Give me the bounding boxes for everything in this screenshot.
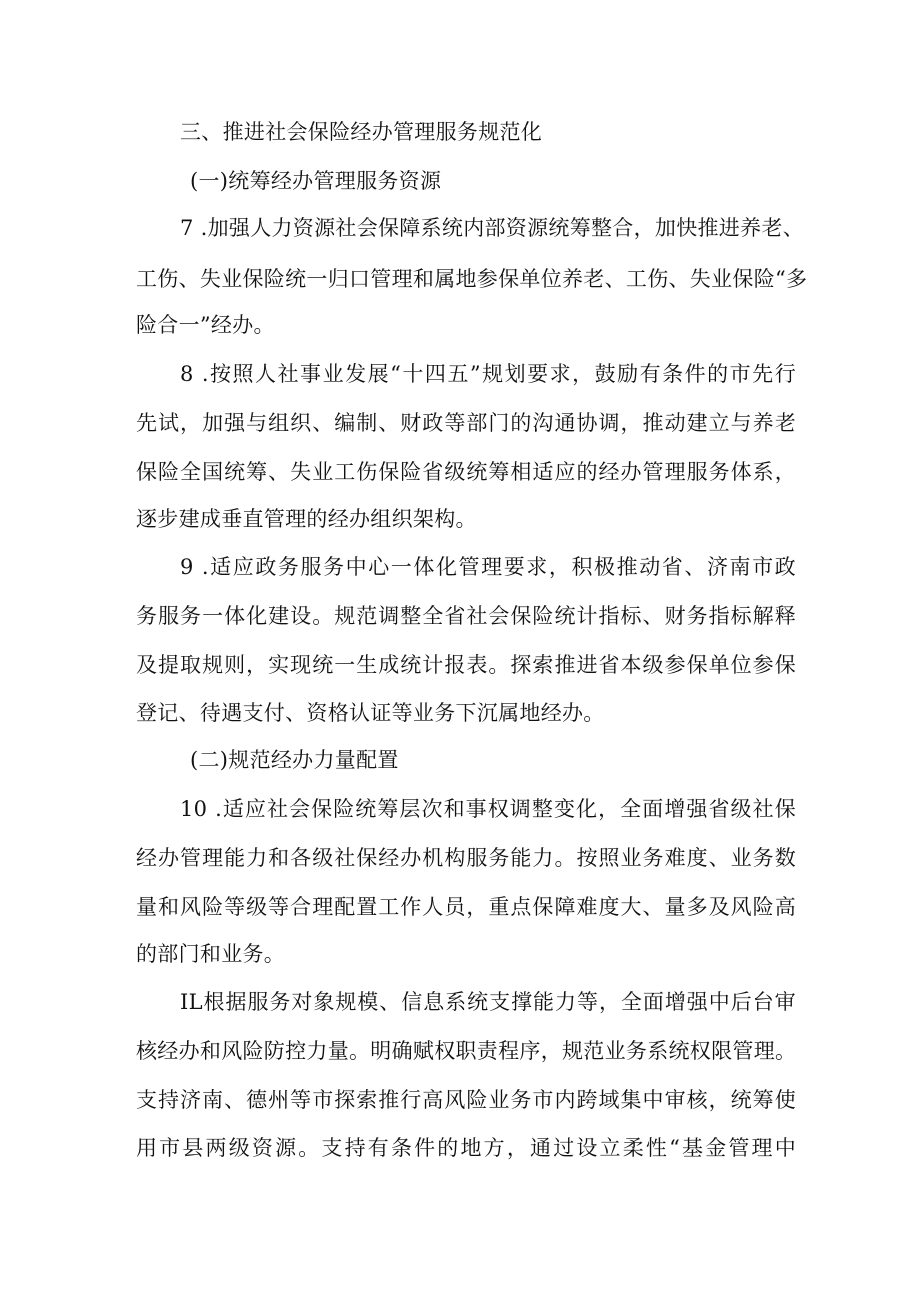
paragraph-10-line-1: 10 .适应社会保险统筹层次和事权调整变化，全面增强省级社保 xyxy=(180,797,796,821)
paragraph-8-line-3: 保险全国统筹、失业工伤保险省级统筹相适应的经办管理服务体系， xyxy=(136,460,796,484)
paragraph-9-line-4: 登记、待遇支付、资格认证等业务下沉属地经办。 xyxy=(136,701,605,725)
paragraph-10-line-4: 的部门和业务。 xyxy=(136,942,286,966)
section-heading: 三、推进社会保险经办管理服务规范化 xyxy=(180,120,543,144)
paragraph-11-line-2: 核经办和风险防控力量。明确赋权职责程序，规范业务系统权限管理。 xyxy=(136,1039,797,1063)
paragraph-7-line-1: 7 .加强人力资源社会保障系统内部资源统筹整合，加快推进养老、 xyxy=(180,216,805,240)
paragraph-11-line-3: 支持济南、德州等市探索推行高风险业务市内跨域集中审核，统筹使 xyxy=(136,1088,796,1112)
paragraph-9-line-3: 及提取规则，实现统一生成统计报表。探索推进省本级参保单位参保 xyxy=(136,653,796,677)
paragraph-9-line-1: 9 .适应政务服务中心一体化管理要求，积极推动省、济南市政 xyxy=(180,555,796,579)
paragraph-10-line-3: 量和风险等级等合理配置工作人员，重点保障难度大、量多及风险高 xyxy=(136,895,796,919)
paragraph-10-line-2: 经办管理能力和各级社保经办机构服务能力。按照业务难度、业务数 xyxy=(136,846,796,870)
paragraph-9-line-2: 务服务一体化建设。规范调整全省社会保险统计指标、财务指标解释 xyxy=(136,604,796,628)
paragraph-7-line-3: 险合一”经办。 xyxy=(136,313,275,337)
subsection-heading-2: (二)规范经办力量配置 xyxy=(190,748,399,772)
subsection-heading-1: (一)统筹经办管理服务资源 xyxy=(190,169,442,193)
paragraph-11-line-4: 用市县两级资源。支持有条件的地方，通过设立柔性“基金管理中 xyxy=(136,1136,796,1160)
paragraph-8-line-2: 先试，加强与组织、编制、财政等部门的沟通协调，推动建立与养老 xyxy=(136,411,796,435)
paragraph-8-line-4: 逐步建成垂直管理的经办组织架构。 xyxy=(136,507,477,531)
paragraph-11-line-1: IL根据服务对象规模、信息系统支撑能力等，全面增强中后台审 xyxy=(180,990,796,1014)
paragraph-7-line-2: 工伤、失业保险统一归口管理和属地参保单位养老、工伤、失业保险“多 xyxy=(136,267,808,291)
paragraph-8-line-1: 8 .按照人社事业发展“十四五”规划要求，鼓励有条件的市先行 xyxy=(180,362,796,386)
